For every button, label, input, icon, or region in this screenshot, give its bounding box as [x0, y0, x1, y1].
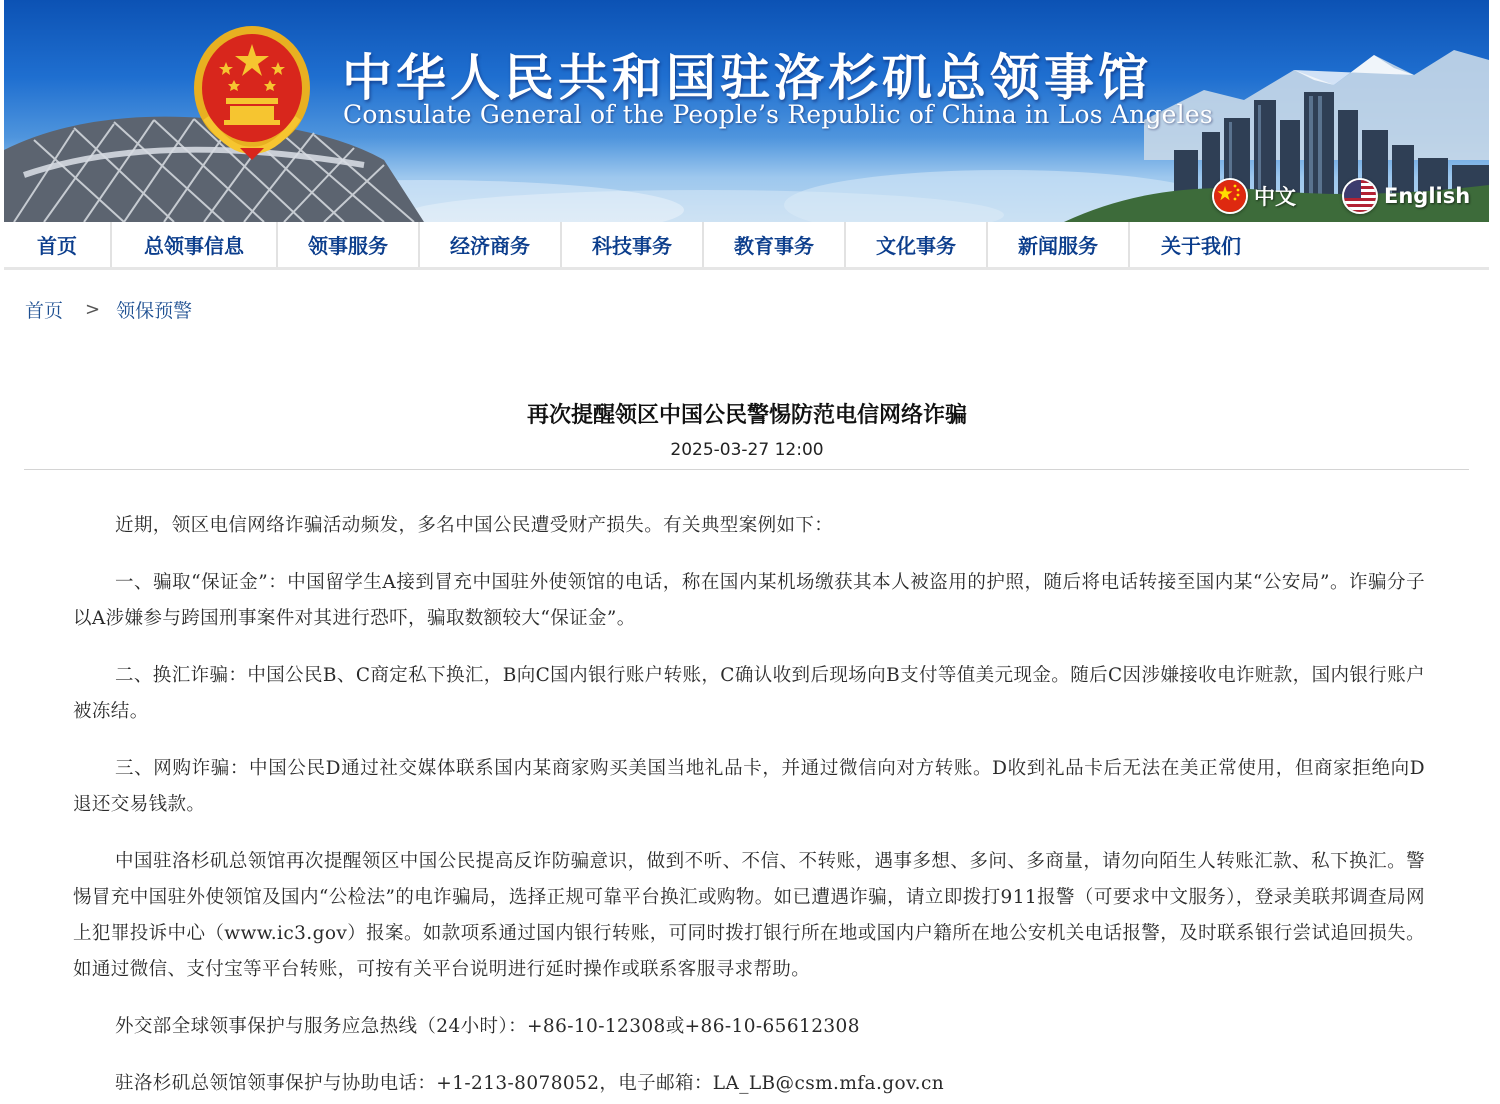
article-date: 2025-03-27 12:00	[670, 440, 824, 460]
article-paragraph: 近期，领区电信网络诈骗活动频发，多名中国公民遭受财产损失。有关典型案例如下：	[115, 515, 834, 536]
nav-item-news[interactable]: 新闻服务	[988, 222, 1130, 267]
language-chinese-label: 中文	[1254, 185, 1296, 209]
site-title-english: Consulate General of the People’s Republic of China in Los Angeles	[343, 100, 1213, 129]
title-divider	[24, 469, 1469, 470]
language-chinese-button[interactable]	[1212, 178, 1296, 214]
site-title-chinese: 中华人民共和国驻洛杉矶总领事馆	[342, 48, 1152, 107]
header-banner	[4, 0, 1489, 222]
national-emblem-icon	[190, 22, 314, 162]
usa-flag-icon	[1342, 178, 1378, 214]
breadcrumb-separator: >	[85, 299, 101, 320]
nav-item-consul-general-info[interactable]: 总领事信息	[112, 222, 278, 267]
language-english-label: English	[1384, 184, 1471, 208]
nav-item-science-technology[interactable]: 科技事务	[562, 222, 704, 267]
article-paragraph: 外交部全球领事保护与服务应急热线（24小时）：+86-10-12308或+86-10-65612308	[115, 1016, 860, 1037]
breadcrumb-home-link[interactable]: 首页	[25, 300, 64, 322]
nav-item-economic-commercial[interactable]: 经济商务	[420, 222, 562, 267]
nav-item-education[interactable]: 教育事务	[704, 222, 846, 267]
article-paragraph: 中国驻洛杉矶总领馆再次提醒领区中国公民提高反诈防骗意识，做到不听、不信、不转账，遇事多想、多问、多商量，请勿向陌生人转账汇款、私下换汇。警惕冒充中国驻外使领馆及国内“公检法”的电诈骗局，选择正规可靠平台换汇或购物。如已遭遇诈骗，请立即拨打911报警（可要求中文服务），登录美联邦调查局网上犯罪投诉中心（www.ic3.gov）报案。如款项系通过国内银行转账，可同时拨打银行所在地或国内户籍所在地公安机关电话报警，及时联系银行尝试追回损失。如通过微信、支付宝等平台转账，可按有关平台说明进行延时操作或联系客服寻求帮助。	[73, 851, 1425, 980]
nav-item-culture[interactable]: 文化事务	[846, 222, 988, 267]
nav-item-home[interactable]: 首页	[4, 222, 112, 267]
article-paragraph: 一、骗取“保证金”：中国留学生A接到冒充中国驻外使领馆的电话，称在国内某机场缴获其本人被盗用的护照，随后将电话转接至国内某“公安局”。诈骗分子以A涉嫌参与跨国刑事案件对其进行恐吓，骗取数额较大“保证金”。	[73, 572, 1425, 629]
article-paragraph: 二、换汇诈骗：中国公民B、C商定私下换汇，B向C国内银行账户转账，C确认收到后现场向B支付等值美元现金。随后C因涉嫌接收电诈赃款，国内银行账户被冻结。	[73, 665, 1425, 722]
breadcrumb	[25, 296, 192, 323]
article-body	[73, 508, 1425, 1104]
breadcrumb-current-link[interactable]: 领保预警	[116, 300, 193, 322]
article-paragraph: 三、网购诈骗：中国公民D通过社交媒体联系国内某商家购买美国当地礼品卡，并通过微信向对方转账。D收到礼品卡后无法在美正常使用，但商家拒绝向D退还交易钱款。	[73, 758, 1425, 815]
language-english-button[interactable]	[1342, 178, 1470, 214]
article-title: 再次提醒领区中国公民警惕防范电信网络诈骗	[526, 402, 967, 428]
china-flag-icon	[1212, 178, 1248, 214]
nav-item-about-us[interactable]: 关于我们	[1161, 234, 1241, 258]
main-navigation	[4, 222, 1489, 270]
article-paragraph: 驻洛杉矶总领馆领事保护与协助电话：+1-213-8078052，电子邮箱：LA_LB@csm.mfa.gov.cn	[115, 1073, 945, 1094]
nav-item-consular-services[interactable]: 领事服务	[278, 222, 420, 267]
